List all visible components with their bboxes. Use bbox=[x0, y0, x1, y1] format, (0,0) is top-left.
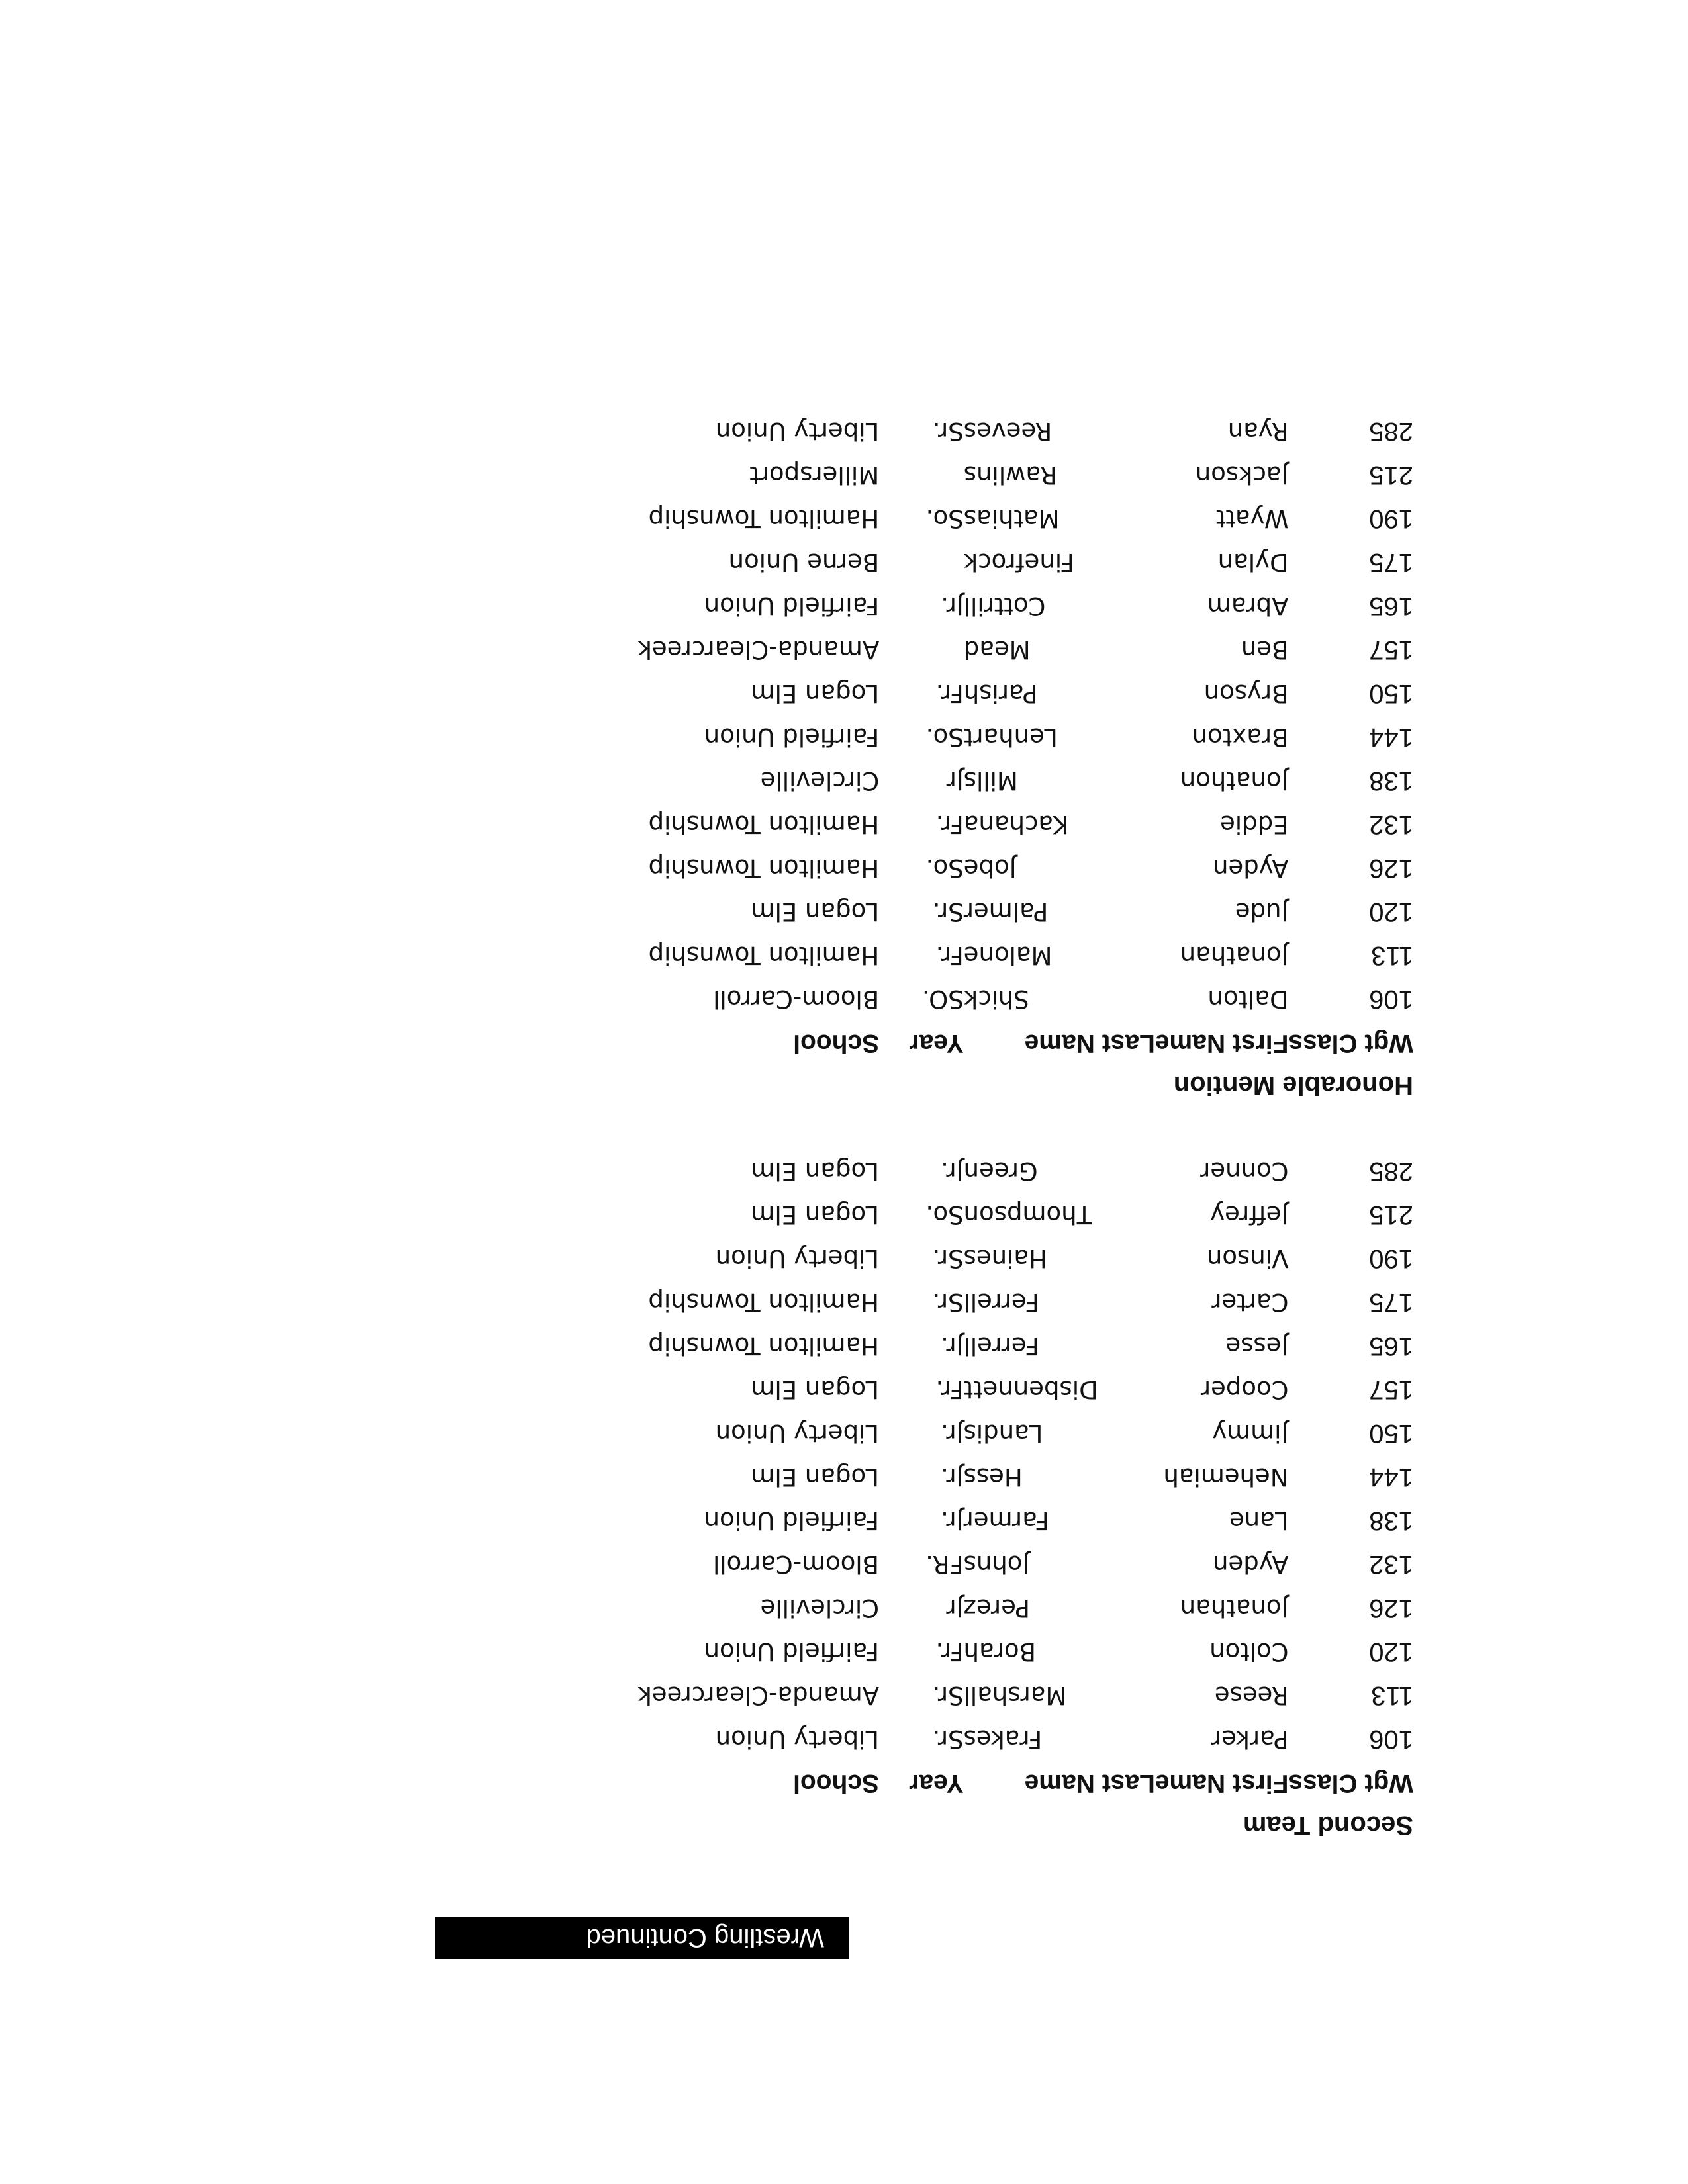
school-cell: Amanda-Clearcreek bbox=[637, 1681, 880, 1710]
first-name-cell: Ryan bbox=[1227, 417, 1289, 446]
first-name-cell: Jonathon bbox=[1180, 766, 1289, 796]
year-cell: Sr. bbox=[932, 417, 964, 446]
table-row bbox=[553, 978, 1413, 1021]
year-cell bbox=[879, 541, 964, 584]
col-header-last-name: Last Name bbox=[1024, 1769, 1155, 1797]
wgt-class-cell: 113 bbox=[1371, 1681, 1413, 1711]
wgt-class-cell: 285 bbox=[1369, 417, 1413, 447]
wgt-class-cell: 150 bbox=[1369, 679, 1413, 709]
first-name-cell: Eddie bbox=[1220, 810, 1289, 839]
wgt-class-cell: 175 bbox=[1369, 548, 1413, 578]
wgt-class-cell: 157 bbox=[1369, 1375, 1413, 1405]
wgt-class-cell: 132 bbox=[1369, 1550, 1413, 1580]
wgt-class-cell: 175 bbox=[1369, 1288, 1413, 1318]
wgt-class-cell: 285 bbox=[1369, 1157, 1413, 1187]
table-row bbox=[553, 846, 1413, 890]
school-cell: Fairfield Union bbox=[704, 723, 880, 752]
col-header-last-name: Last Name bbox=[1024, 1029, 1155, 1058]
wgt-class-cell: 215 bbox=[1369, 461, 1413, 490]
table-row bbox=[553, 715, 1413, 759]
wgt-class-cell: 190 bbox=[1369, 1244, 1413, 1274]
table-row bbox=[553, 803, 1413, 846]
table-row bbox=[553, 1324, 1413, 1368]
table-row bbox=[553, 1368, 1413, 1412]
last-name-cell: Green bbox=[963, 1157, 1038, 1186]
last-name-cell: Frakes bbox=[963, 1725, 1043, 1754]
school-cell: Berne Union bbox=[728, 548, 880, 577]
school-cell: Logan Elm bbox=[751, 1375, 880, 1404]
table-row bbox=[553, 1630, 1413, 1674]
first-name-cell: Parker bbox=[1211, 1725, 1289, 1754]
first-name-cell: Dylan bbox=[1217, 548, 1289, 577]
school-cell: Liberty Union bbox=[715, 1419, 880, 1448]
last-name-cell: Disbennett bbox=[963, 1375, 1098, 1404]
table-row bbox=[553, 1717, 1413, 1761]
school-cell: Circleville bbox=[760, 1594, 880, 1623]
table-row bbox=[553, 1281, 1413, 1324]
first-name-cell: Jonathan bbox=[1180, 941, 1289, 970]
school-cell: Fairfield Union bbox=[704, 1506, 880, 1535]
table-row bbox=[553, 453, 1413, 497]
honorable-mention-table bbox=[553, 410, 1413, 1065]
wgt-class-cell: 215 bbox=[1369, 1201, 1413, 1230]
table-row bbox=[553, 672, 1413, 715]
table-row bbox=[553, 1412, 1413, 1455]
school-cell: Logan Elm bbox=[751, 1201, 880, 1230]
wgt-class-cell: 113 bbox=[1371, 941, 1413, 971]
last-name-cell: Hess bbox=[963, 1463, 1023, 1492]
second-team-section bbox=[553, 1150, 1413, 1846]
year-cell: Sr. bbox=[932, 897, 964, 927]
year-cell: Fr. bbox=[935, 1637, 964, 1666]
last-name-cell: Jobe bbox=[963, 854, 1017, 883]
first-name-cell: Jude bbox=[1235, 897, 1289, 927]
school-cell: Hamilton Township bbox=[648, 504, 880, 533]
honorable-mention-section bbox=[553, 410, 1413, 1106]
table-row bbox=[553, 1150, 1413, 1193]
school-cell: Hamilton Township bbox=[648, 941, 880, 970]
wgt-class-cell: 132 bbox=[1369, 810, 1413, 840]
year-cell: Sr. bbox=[932, 1681, 964, 1710]
year-cell: SO. bbox=[921, 985, 964, 1014]
table-row bbox=[553, 584, 1413, 628]
wgt-class-cell: 126 bbox=[1369, 1594, 1413, 1623]
table-row bbox=[553, 1543, 1413, 1586]
table-row bbox=[553, 1499, 1413, 1543]
year-cell: So. bbox=[925, 723, 964, 752]
col-header-first-name: First Name bbox=[1154, 1029, 1289, 1058]
last-name-cell: Shick bbox=[963, 985, 1029, 1014]
first-name-cell: Nehemiah bbox=[1163, 1463, 1289, 1492]
last-name-cell: Palmer bbox=[963, 897, 1049, 927]
wgt-class-cell: 106 bbox=[1369, 985, 1413, 1015]
table-row bbox=[553, 1674, 1413, 1717]
table-row bbox=[553, 759, 1413, 803]
last-name-cell: Mathias bbox=[963, 504, 1060, 533]
col-header-school: School bbox=[793, 1029, 880, 1058]
year-cell: Sr. bbox=[932, 1288, 964, 1317]
school-cell: Liberty Union bbox=[715, 1725, 880, 1754]
year-cell: Jr bbox=[946, 766, 964, 796]
year-cell: Jr. bbox=[941, 592, 964, 621]
table-row bbox=[553, 1193, 1413, 1237]
table-row bbox=[553, 934, 1413, 978]
year-cell: So. bbox=[925, 504, 964, 533]
wgt-class-cell: 126 bbox=[1369, 854, 1413, 884]
second-team-title: Second Team bbox=[1243, 1811, 1413, 1840]
last-name-cell: Mills bbox=[963, 766, 1018, 796]
school-cell: Logan Elm bbox=[751, 1463, 880, 1492]
first-name-cell: Wyatt bbox=[1215, 504, 1289, 533]
wgt-class-cell: 138 bbox=[1369, 766, 1413, 796]
last-name-cell: Farmer bbox=[963, 1506, 1049, 1535]
year-cell bbox=[879, 628, 964, 672]
school-cell: Millersport bbox=[749, 461, 880, 490]
wgt-class-cell: 120 bbox=[1369, 897, 1413, 927]
wgt-class-cell: 157 bbox=[1369, 635, 1413, 665]
last-name-cell: Marshall bbox=[963, 1681, 1067, 1710]
wgt-class-cell: 165 bbox=[1369, 1332, 1413, 1361]
first-name-cell: Jackson bbox=[1195, 461, 1289, 490]
first-name-cell: Jesse bbox=[1225, 1332, 1289, 1361]
first-name-cell: Ayden bbox=[1213, 854, 1289, 883]
year-cell: Sr. bbox=[932, 1725, 964, 1754]
table-row bbox=[553, 541, 1413, 584]
last-name-cell: Cottrill bbox=[963, 592, 1046, 621]
year-cell: Jr. bbox=[941, 1463, 964, 1492]
last-name-cell: Rawlins bbox=[963, 461, 1057, 490]
year-cell: Jr. bbox=[941, 1506, 964, 1535]
last-name-cell: Haines bbox=[963, 1244, 1047, 1273]
table-row bbox=[553, 1455, 1413, 1499]
year-cell: Jr. bbox=[941, 1419, 964, 1448]
school-cell: Logan Elm bbox=[751, 679, 880, 708]
first-name-cell: Abram bbox=[1207, 592, 1289, 621]
wgt-class-cell: 138 bbox=[1369, 1506, 1413, 1536]
school-cell: Amanda-Clearcreek bbox=[637, 635, 880, 664]
first-name-cell: Jimmy bbox=[1212, 1419, 1289, 1448]
first-name-cell: Braxton bbox=[1192, 723, 1289, 752]
table-row bbox=[553, 497, 1413, 541]
school-cell: Fairfield Union bbox=[704, 592, 880, 621]
table-row bbox=[553, 890, 1413, 934]
table-row bbox=[553, 628, 1413, 672]
first-name-cell: Dalton bbox=[1207, 985, 1289, 1014]
year-cell: Fr. bbox=[935, 941, 964, 970]
year-cell bbox=[879, 453, 964, 497]
table-row bbox=[553, 410, 1413, 453]
wgt-class-cell: 190 bbox=[1369, 504, 1413, 534]
year-cell: Jr bbox=[946, 1594, 964, 1623]
year-cell: So. bbox=[925, 854, 964, 883]
first-name-cell: Lane bbox=[1229, 1506, 1289, 1535]
first-name-cell: Jonathan bbox=[1180, 1594, 1289, 1623]
table-header-row bbox=[553, 1021, 1413, 1065]
last-name-cell: Finefrock bbox=[963, 548, 1074, 577]
school-cell: Liberty Union bbox=[715, 1244, 880, 1273]
col-header-school: School bbox=[793, 1769, 880, 1797]
wgt-class-cell: 120 bbox=[1369, 1637, 1413, 1667]
table-header-row bbox=[553, 1761, 1413, 1805]
last-name-cell: Ferrell bbox=[963, 1332, 1039, 1361]
school-cell: Hamilton Township bbox=[648, 1332, 880, 1361]
col-header-first-name: First Name bbox=[1154, 1769, 1289, 1797]
last-name-cell: Kachana bbox=[963, 810, 1069, 839]
last-name-cell: Parish bbox=[963, 679, 1038, 708]
first-name-cell: Colton bbox=[1209, 1637, 1289, 1666]
year-cell: Fr. bbox=[935, 1375, 964, 1404]
year-cell: Jr. bbox=[941, 1157, 964, 1186]
school-cell: Logan Elm bbox=[751, 1157, 880, 1186]
last-name-cell: Ferrell bbox=[963, 1288, 1039, 1317]
last-name-cell: Johns bbox=[963, 1550, 1030, 1579]
last-name-cell: Mead bbox=[963, 635, 1031, 664]
col-header-year: Year bbox=[909, 1029, 964, 1058]
last-name-cell: Thompson bbox=[963, 1201, 1092, 1230]
col-header-wgt-class: Wgt Class bbox=[1288, 1769, 1413, 1797]
last-name-cell: Malone bbox=[963, 941, 1053, 970]
school-cell: Bloom-Carroll bbox=[713, 1550, 880, 1579]
first-name-cell: Cooper bbox=[1200, 1375, 1289, 1404]
year-cell: FR. bbox=[925, 1550, 964, 1579]
year-cell: Sr. bbox=[932, 1244, 964, 1273]
year-cell: So. bbox=[925, 1201, 964, 1230]
first-name-cell: Ayden bbox=[1213, 1550, 1289, 1579]
year-cell: Fr. bbox=[935, 679, 964, 708]
last-name-cell: Reeves bbox=[963, 417, 1053, 446]
first-name-cell: Jeffrey bbox=[1210, 1201, 1289, 1230]
second-team-table bbox=[553, 1150, 1413, 1805]
honorable-mention-title: Honorable Mention bbox=[1173, 1071, 1413, 1100]
last-name-cell: Landis bbox=[963, 1419, 1043, 1448]
col-header-wgt-class: Wgt Class bbox=[1288, 1029, 1413, 1058]
year-cell: Fr. bbox=[935, 810, 964, 839]
first-name-cell: Reese bbox=[1214, 1681, 1289, 1710]
last-name-cell: Perez bbox=[963, 1594, 1030, 1623]
second-team-rows bbox=[553, 1150, 1413, 1761]
wgt-class-cell: 106 bbox=[1369, 1725, 1413, 1754]
table-row bbox=[553, 1586, 1413, 1630]
school-cell: Fairfield Union bbox=[704, 1637, 880, 1666]
wgt-class-cell: 144 bbox=[1369, 1463, 1413, 1492]
honorable-mention-rows bbox=[553, 410, 1413, 1021]
last-name-cell: Lenhart bbox=[963, 723, 1058, 752]
wgt-class-cell: 165 bbox=[1369, 592, 1413, 621]
col-header-year: Year bbox=[909, 1769, 964, 1797]
school-cell: Hamilton Township bbox=[648, 854, 880, 883]
school-cell: Circleville bbox=[760, 766, 880, 796]
first-name-cell: Carter bbox=[1211, 1288, 1289, 1317]
section-banner: Wrestling Continued bbox=[435, 1917, 849, 1959]
first-name-cell: Vinson bbox=[1206, 1244, 1289, 1273]
school-cell: Bloom-Carroll bbox=[713, 985, 880, 1014]
wgt-class-cell: 150 bbox=[1369, 1419, 1413, 1449]
year-cell: Jr. bbox=[941, 1332, 964, 1361]
school-cell: Logan Elm bbox=[751, 897, 880, 927]
wgt-class-cell: 144 bbox=[1369, 723, 1413, 752]
last-name-cell: Borah bbox=[963, 1637, 1036, 1666]
first-name-cell: Bryson bbox=[1203, 679, 1289, 708]
first-name-cell: Conner bbox=[1200, 1157, 1289, 1186]
table-row bbox=[553, 1237, 1413, 1281]
school-cell: Liberty Union bbox=[715, 417, 880, 446]
school-cell: Hamilton Township bbox=[648, 1288, 880, 1317]
school-cell: Hamilton Township bbox=[648, 810, 880, 839]
first-name-cell: Ben bbox=[1241, 635, 1289, 664]
